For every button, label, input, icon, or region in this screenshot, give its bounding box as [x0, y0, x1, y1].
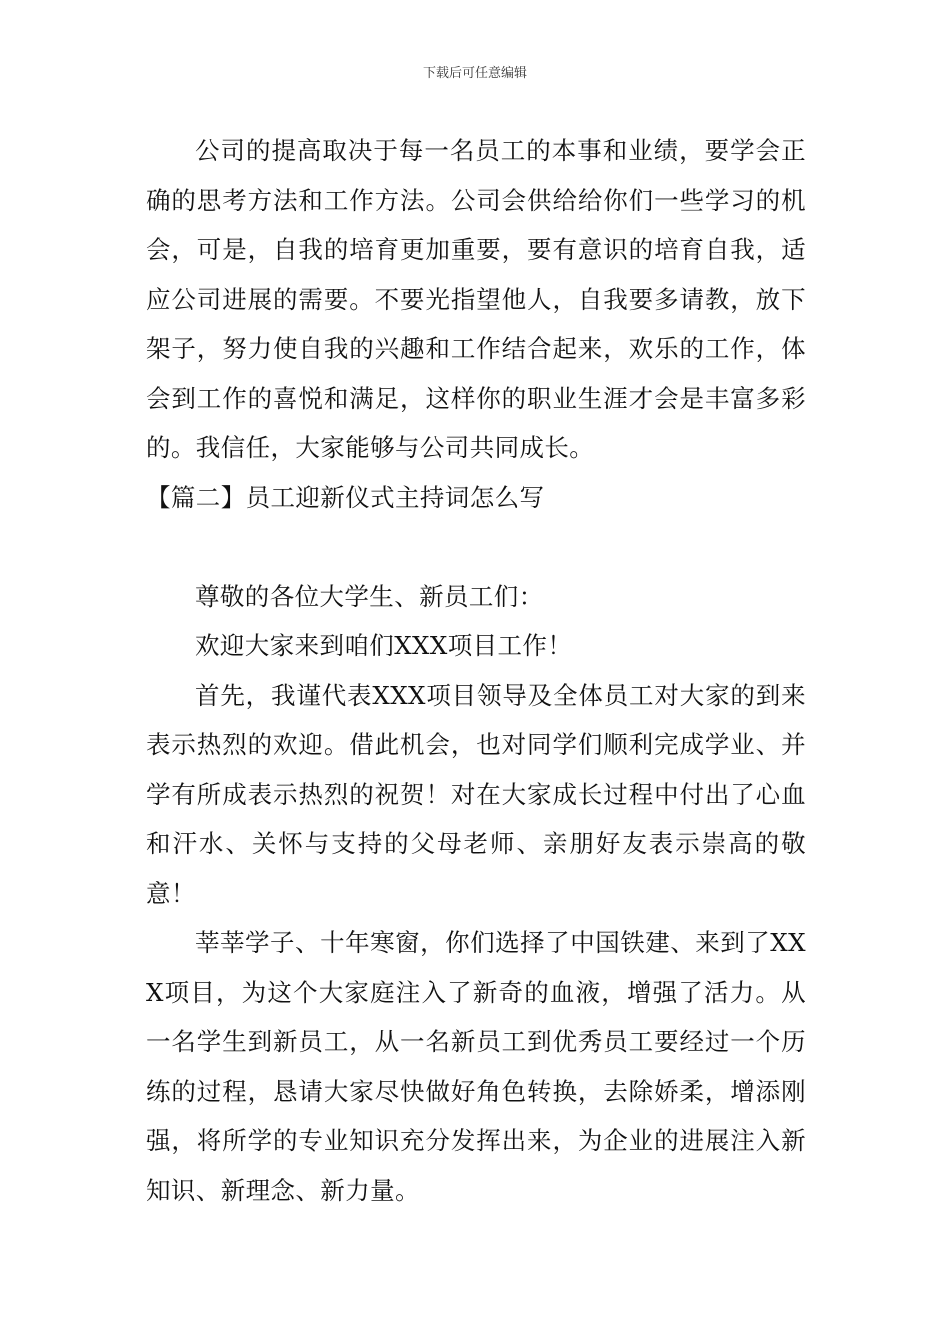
section-heading: 【篇二】员工迎新仪式主持词怎么写 [146, 482, 545, 512]
salutation-line: 尊敬的各位大学生、新员工们： [195, 581, 544, 611]
paragraph-new-blood: 莘莘学子、十年寒窗，你们选择了中国铁建、来到了XXX项目，为这个大家庭注入了新奇的血液，增强了活力。从一名学生到新员工，从一名新员工到优秀员工要经过一个历练的过程，恳请大家尽快做好角色转换，去除娇柔，增添刚强，将所学的专业知识充分发挥出来，为企业的进展注入新知识、新理念、新力量。 [146, 928, 806, 1205]
blank-line [146, 522, 806, 572]
page-header-note: 下载后可任意编辑 [422, 66, 527, 81]
document-body [146, 126, 806, 1215]
welcome-line: 欢迎大家来到咱们XXX项目工作！ [195, 631, 573, 660]
paragraph-company-growth: 公司的提高取决于每一名员工的本事和业绩，要学会正确的思考方法和工作方法。公司会供给给你们一些学习的机会，可是，自我的培育更加重要，要有意识的培育自我，适应公司进展的需要。不要光指望他人，自我要多请教，放下架子，努力使自我的兴趣和工作结合起来，欢乐的工作，体会到工作的喜悦和满足，这样你的职业生涯才会是丰富多彩的。我信任，大家能够与公司共同成长。 [146, 136, 806, 462]
paragraph-welcome-thanks: 首先，我谨代表XXX项目领导及全体员工对大家的到来表示热烈的欢迎。借此机会，也对同学们顺利完成学业、并学有所成表示热烈的祝贺！对在大家成长过程中付出了心血和汗水、关怀与支持的父母老师、亲朋好友表示崇高的敬意！ [146, 680, 806, 908]
